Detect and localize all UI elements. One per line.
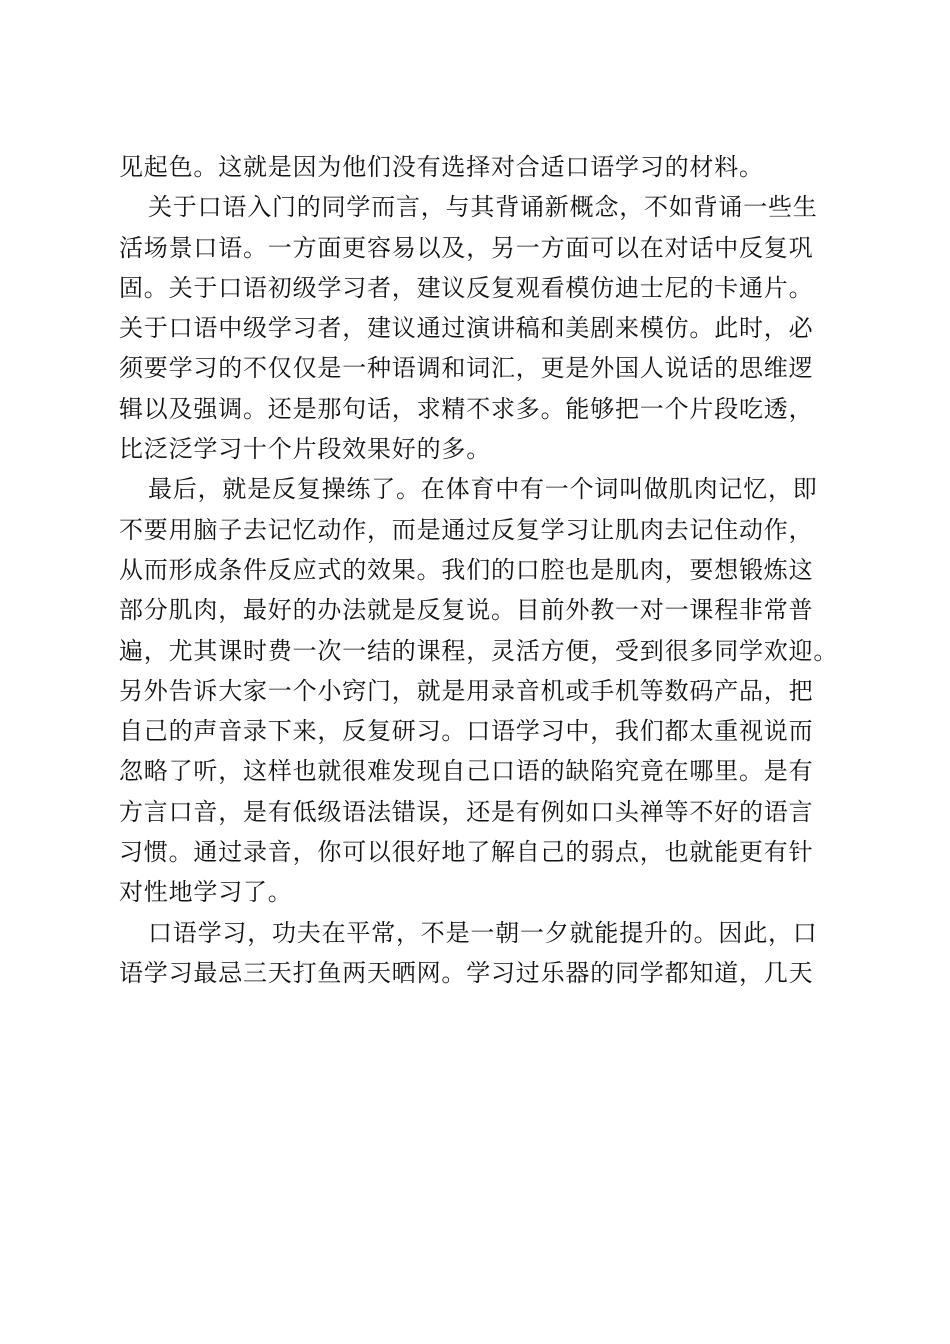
text-line: 活场景口语。一方面更容易以及，另一方面可以在对话中反复巩 xyxy=(119,233,814,262)
text-line: 见起色。这就是因为他们没有选择对合适口语学习的材料。 xyxy=(119,153,764,181)
paragraph-first-line: 口语学习，功夫在平常，不是一朝一夕就能提升的。因此，口 xyxy=(148,918,818,947)
text-line: 遍，尤其课时费一次一结的课程，灵活方便，受到很多同学欢迎。 xyxy=(119,636,839,665)
text-line: 语学习最忌三天打鱼两天晒网。学习过乐器的同学都知道，几天 xyxy=(119,958,814,987)
paragraph-first-line: 关于口语入门的同学而言，与其背诵新概念，不如背诵一些生 xyxy=(148,193,818,222)
paragraph-first-line: 最后，就是反复操练了。在体育中有一个词叫做肌肉记忆，即 xyxy=(148,475,818,504)
text-line: 辑以及强调。还是那句话，求精不求多。能够把一个片段吃透， xyxy=(119,394,814,423)
text-line: 须要学习的不仅仅是一种语调和词汇，更是外国人说话的思维逻 xyxy=(119,354,814,383)
text-line: 忽略了听，这样也就很难发现自己口语的缺陷究竟在哪里。是有 xyxy=(119,757,814,786)
text-line: 固。关于口语初级学习者，建议反复观看模仿迪士尼的卡通片。 xyxy=(119,273,814,302)
text-line: 另外告诉大家一个小窍门，就是用录音机或手机等数码产品，把 xyxy=(119,676,814,705)
text-line: 不要用脑子去记忆动作，而是通过反复学习让肌肉去记住动作， xyxy=(119,515,814,544)
text-line: 对性地学习了。 xyxy=(119,878,293,907)
document-body xyxy=(119,147,839,993)
text-line: 从而形成条件反应式的效果。我们的口腔也是肌肉，要想锻炼这 xyxy=(119,555,814,584)
text-line: 方言口音，是有低级语法错误，还是有例如口头禅等不好的语言 xyxy=(119,797,814,826)
text-line: 关于口语中级学习者，建议通过演讲稿和美剧来模仿。此时，必 xyxy=(119,314,814,343)
text-line: 自己的声音录下来，反复研习。口语学习中，我们都太重视说而 xyxy=(119,717,814,746)
text-line: 习惯。通过录音，你可以很好地了解自己的弱点，也就能更有针 xyxy=(119,838,814,867)
text-line: 比泛泛学习十个片段效果好的多。 xyxy=(119,435,491,464)
text-line: 部分肌肉，最好的办法就是反复说。目前外教一对一课程非常普 xyxy=(119,596,814,625)
